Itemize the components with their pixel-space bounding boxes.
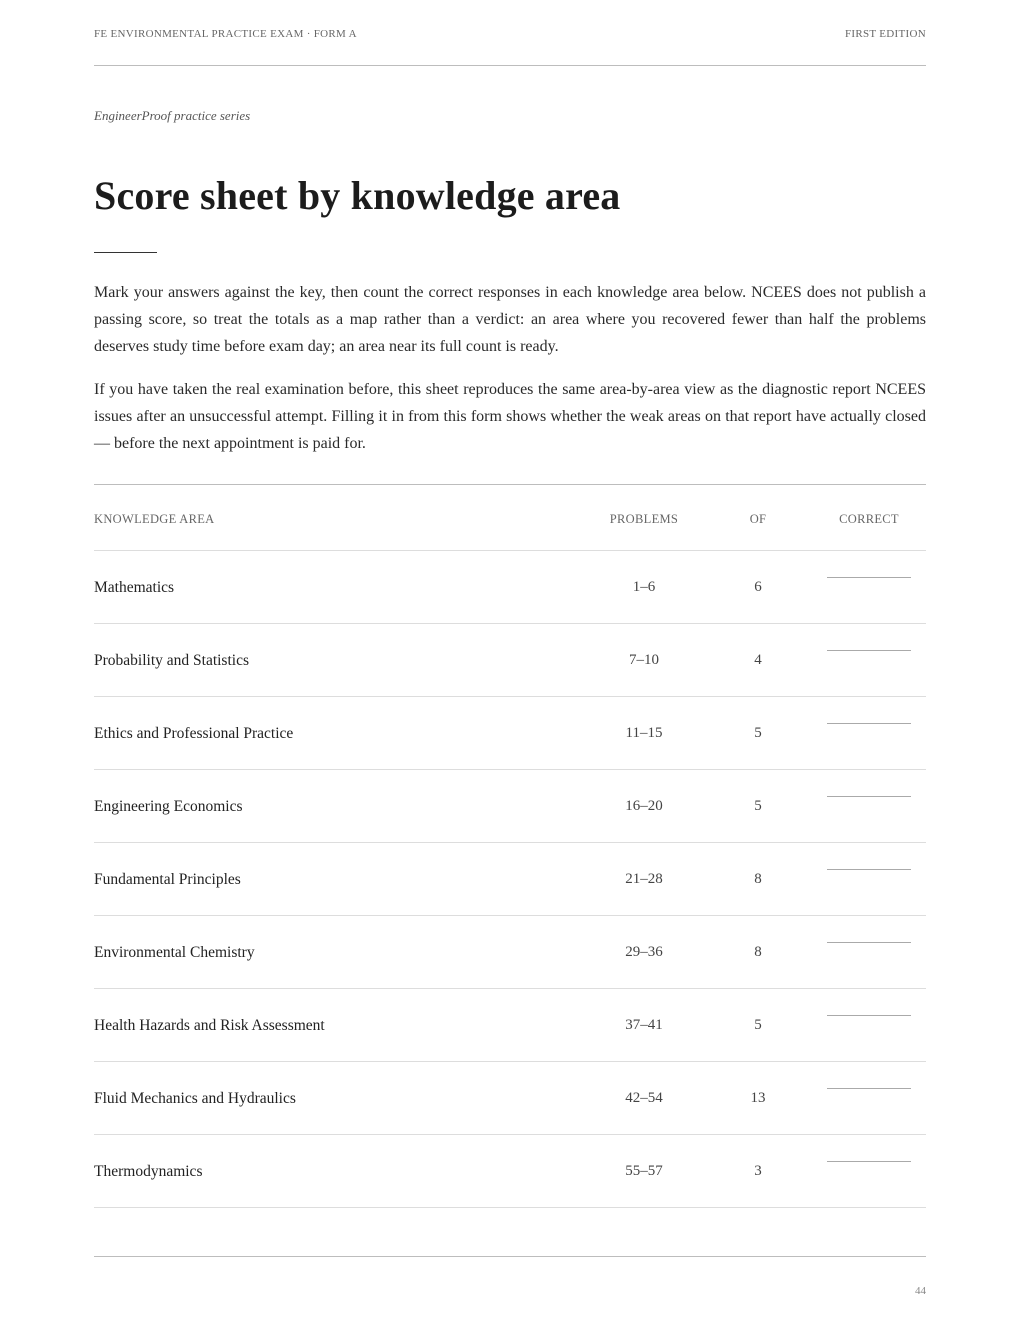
table-row xyxy=(94,1135,926,1208)
problem-count-cell: 5 xyxy=(754,798,762,814)
knowledge-area-cell: Fundamental Principles xyxy=(94,871,241,888)
problems-range-cell: 29–36 xyxy=(625,944,663,960)
header-correct: CORRECT xyxy=(839,512,899,526)
correct-blank-line[interactable] xyxy=(827,1161,911,1162)
score-table-body xyxy=(94,551,926,1208)
problem-count-cell: 6 xyxy=(754,579,762,595)
knowledge-area-cell: Thermodynamics xyxy=(94,1163,203,1180)
running-header xyxy=(94,28,926,42)
problems-range-cell: 7–10 xyxy=(629,652,659,668)
header-divider xyxy=(94,65,926,66)
correct-blank-line[interactable] xyxy=(827,796,911,797)
problems-range-cell: 11–15 xyxy=(625,725,663,741)
table-row xyxy=(94,697,926,770)
table-row xyxy=(94,551,926,624)
knowledge-area-cell: Ethics and Professional Practice xyxy=(94,725,294,742)
correct-blank-line[interactable] xyxy=(827,869,911,870)
table-row xyxy=(94,916,926,989)
correct-blank-line[interactable] xyxy=(827,650,911,651)
problem-count-cell: 8 xyxy=(754,944,762,960)
problem-count-cell: 8 xyxy=(754,871,762,887)
footer-divider xyxy=(94,1256,926,1257)
header-knowledge-area: KNOWLEDGE AREA xyxy=(94,512,215,526)
series-label: EngineerProof practice series xyxy=(94,108,251,123)
problem-count-cell: 4 xyxy=(754,652,762,668)
page-number: 44 xyxy=(915,1285,926,1297)
problem-count-cell: 3 xyxy=(754,1163,762,1179)
correct-blank-line[interactable] xyxy=(827,577,911,578)
intro-paragraph-2: If you have taken the real examination before, this sheet reproduces the same area-by-area view as the diagnostic report NCEES issues after an unsuccessful attempt. Filling it in from this form shows whether the weak areas on that report have actually closed — before the next appointment is paid for. xyxy=(94,381,926,452)
knowledge-area-cell: Probability and Statistics xyxy=(94,652,249,669)
table-row xyxy=(94,1062,926,1135)
correct-blank-line[interactable] xyxy=(827,942,911,943)
knowledge-area-cell: Engineering Economics xyxy=(94,798,243,815)
problems-range-cell: 37–41 xyxy=(625,1017,663,1033)
problem-count-cell: 5 xyxy=(754,1017,762,1033)
problems-range-cell: 16–20 xyxy=(625,798,663,814)
knowledge-area-cell: Fluid Mechanics and Hydraulics xyxy=(94,1090,296,1107)
problem-count-cell: 13 xyxy=(750,1090,766,1106)
table-row xyxy=(94,770,926,843)
header-of: OF xyxy=(749,512,767,526)
table-row xyxy=(94,624,926,697)
knowledge-area-cell: Mathematics xyxy=(94,579,175,596)
knowledge-area-cell: Health Hazards and Risk Assessment xyxy=(94,1017,325,1034)
page-title: Score sheet by knowledge area xyxy=(94,173,621,218)
knowledge-area-cell: Environmental Chemistry xyxy=(94,944,255,961)
problems-range-cell: 42–54 xyxy=(625,1090,663,1106)
table-row xyxy=(94,843,926,916)
title-underline xyxy=(94,252,157,253)
score-sheet-page xyxy=(94,0,926,1320)
problem-count-cell: 5 xyxy=(754,725,762,741)
correct-blank-line[interactable] xyxy=(827,723,911,724)
intro-text xyxy=(94,279,926,473)
intro-paragraph-1: Mark your answers against the key, then count the correct responses in each knowledge area below. NCEES does not publish a passing score, so treat the totals as a map rather than a verdict: an area where you recovered fewer than half the problems deserves study time before exam day; an area near its full count is ready. xyxy=(94,284,926,355)
table-header xyxy=(94,485,926,551)
problems-range-cell: 55–57 xyxy=(625,1163,663,1179)
header-problems: PROBLEMS xyxy=(609,512,679,526)
problems-range-cell: 21–28 xyxy=(625,871,663,887)
running-header-title: FE ENVIRONMENTAL PRACTICE EXAM · FORM A xyxy=(94,28,357,40)
correct-blank-line[interactable] xyxy=(827,1088,911,1089)
problems-range-cell: 1–6 xyxy=(632,579,656,595)
correct-blank-line[interactable] xyxy=(827,1015,911,1016)
table-row xyxy=(94,989,926,1062)
running-header-edition: FIRST EDITION xyxy=(844,28,926,40)
